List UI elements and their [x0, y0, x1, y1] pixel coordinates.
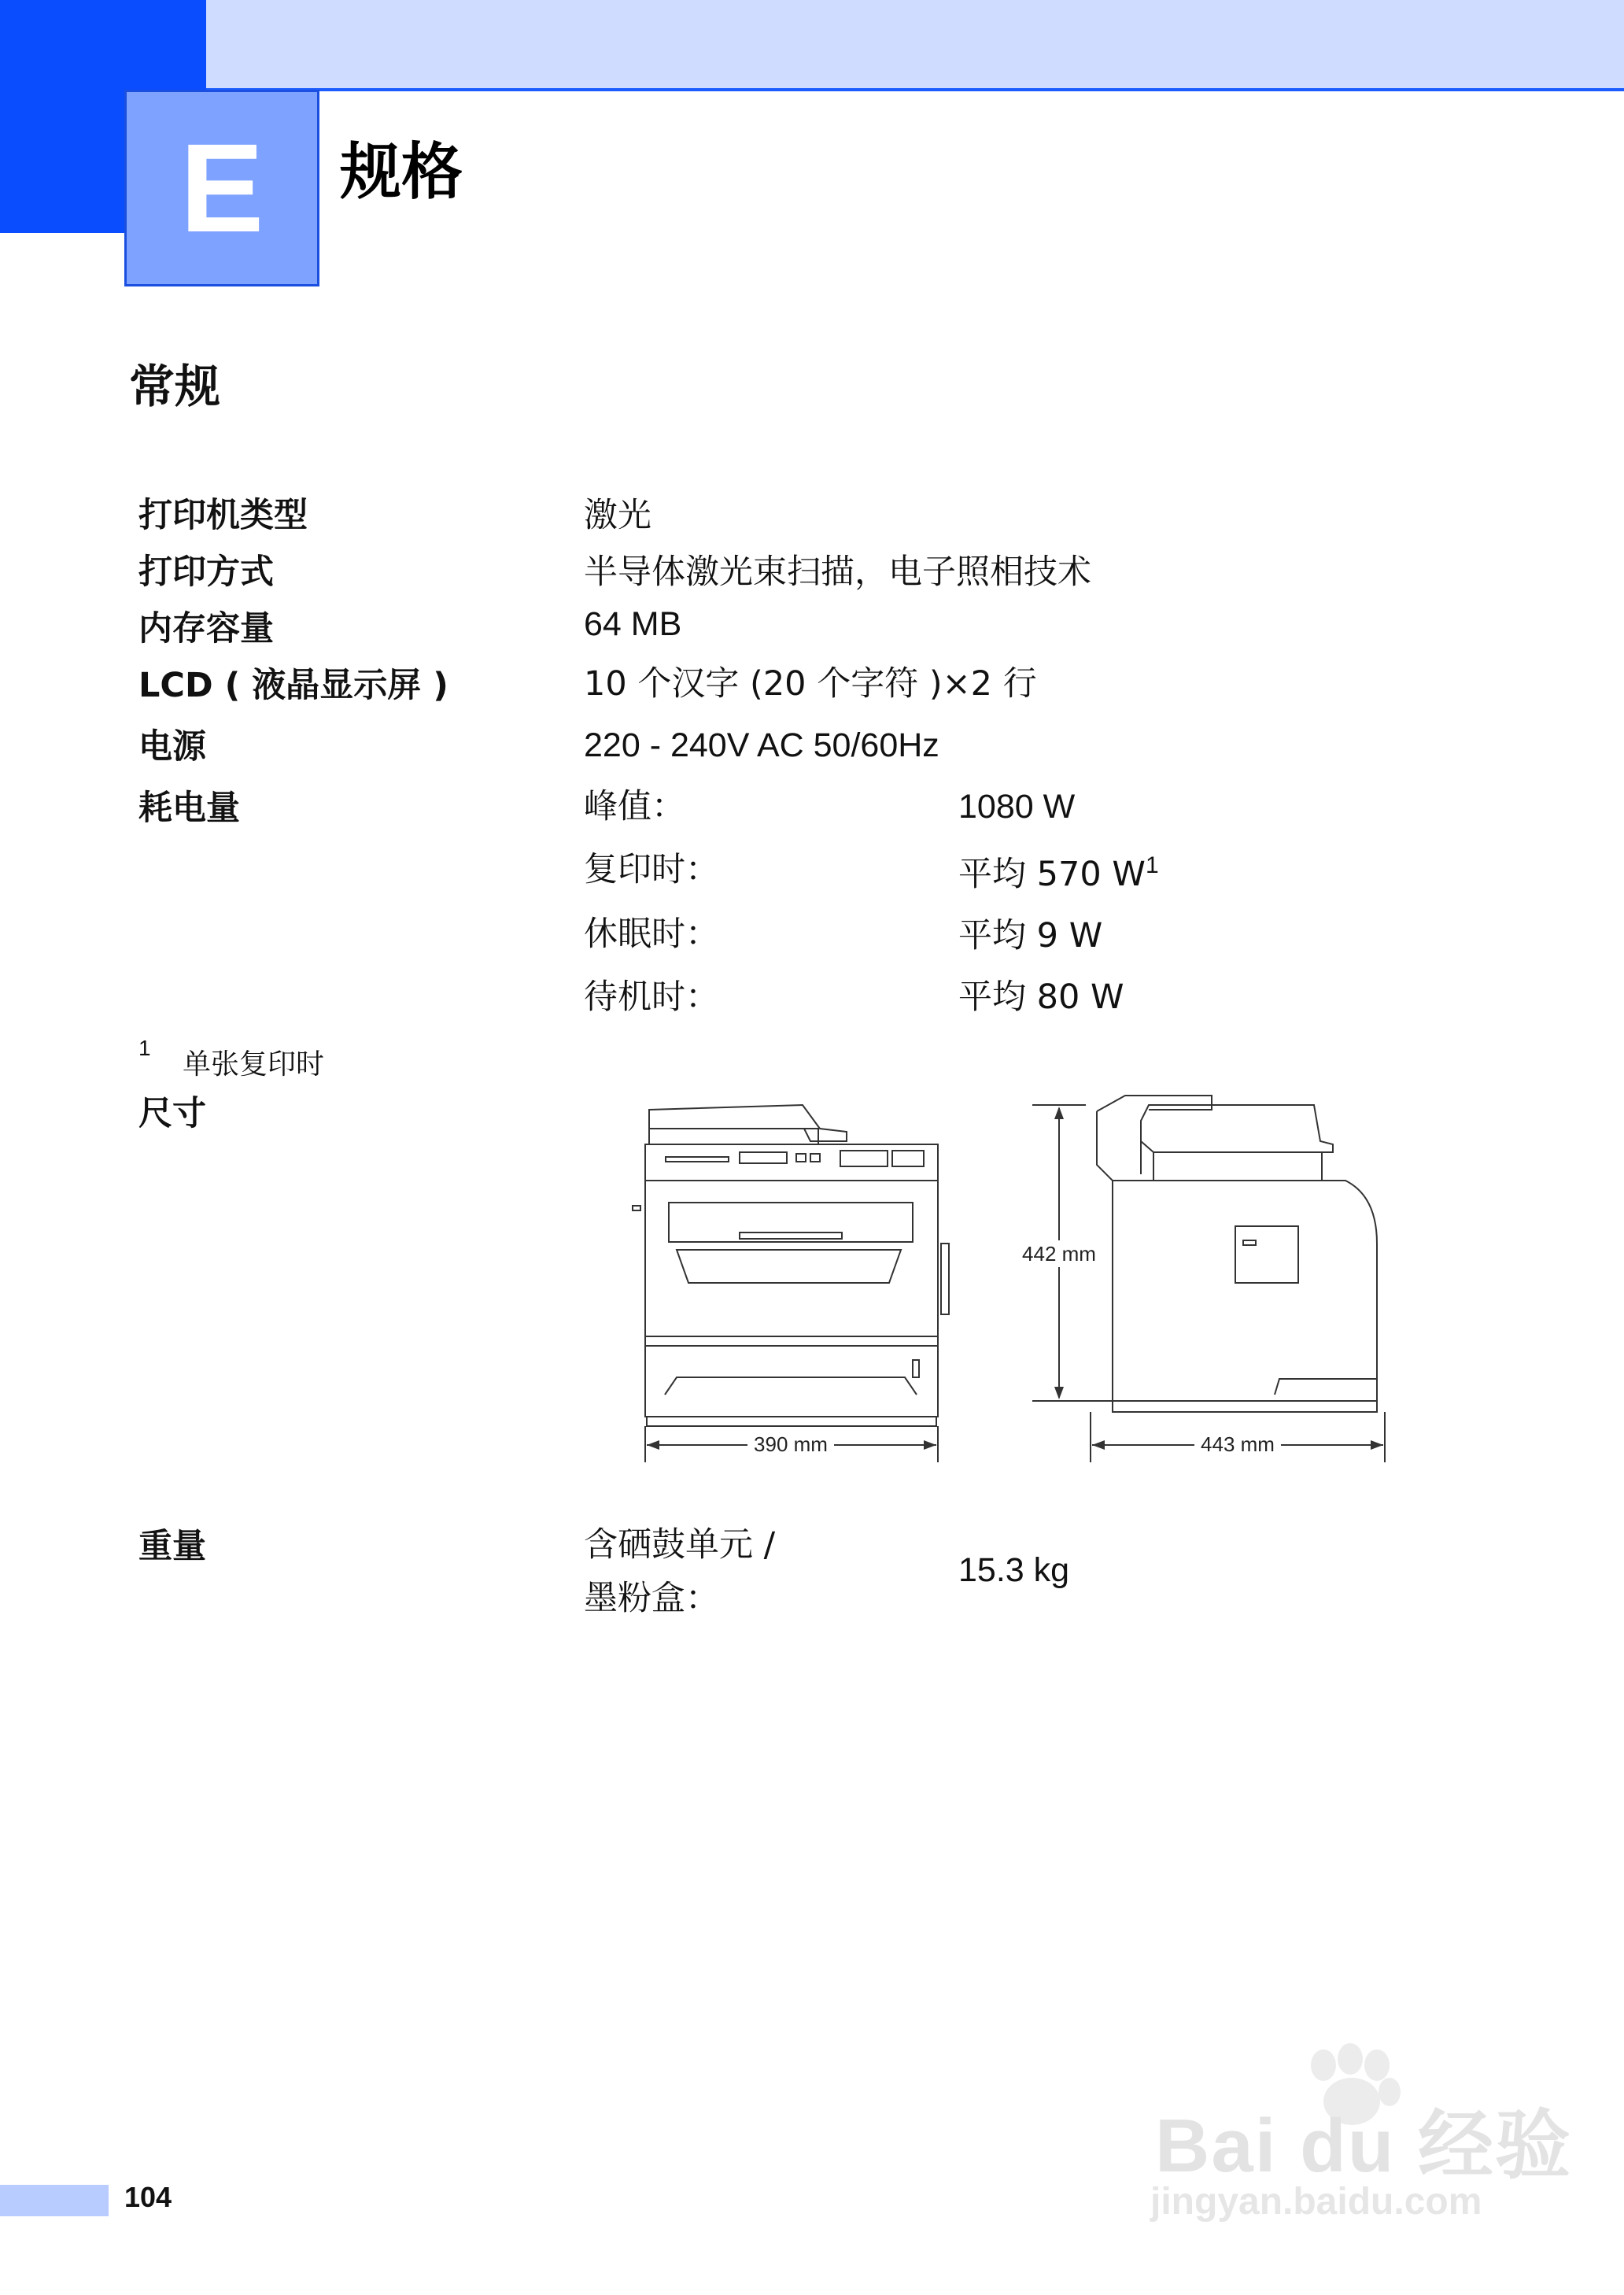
chapter-letter: E [179, 117, 264, 258]
power-copy-footnote-mark: 1 [1145, 852, 1159, 878]
power-standby-name: 待机时： [584, 978, 719, 1017]
front-view-output-tray [669, 1203, 913, 1242]
front-view-paper-tray [665, 1377, 917, 1395]
memory-value: 64 MB [584, 605, 682, 643]
power-copy-name: 复印时： [584, 850, 719, 889]
printer-type-label: 打印机类型 [138, 496, 308, 535]
section-title: 常规 [129, 360, 221, 413]
power-standby-value: 平均 80 W [958, 978, 1124, 1017]
front-view-top [649, 1129, 818, 1144]
side-view-scanner [1141, 1105, 1333, 1152]
side-view-panel [1235, 1226, 1298, 1283]
lcd-label: LCD ( 液晶显示屏 ) [138, 666, 448, 705]
power-sleep-value: 平均 9 W [958, 916, 1103, 955]
power-peak-value: 1080 W [958, 788, 1076, 826]
power-consumption-label: 耗电量 [138, 789, 240, 828]
header-band [0, 0, 1624, 90]
dimensions-label: 尺寸 [138, 1094, 206, 1133]
power-copy-value: 平均 570 W [958, 855, 1146, 894]
width-dimension-label: 390 mm [754, 1432, 828, 1456]
weight-name-line2: 墨粉盒： [584, 1579, 719, 1618]
side-view-body [1113, 1181, 1377, 1401]
power-sleep-name: 休眠时： [584, 915, 719, 954]
printer-type-value: 激光 [584, 496, 651, 535]
watermark-url: jingyan.baidu.com [1150, 2181, 1482, 2223]
page-number: 104 [124, 2181, 172, 2213]
front-view-front-cover [677, 1250, 901, 1283]
memory-label: 内存容量 [138, 609, 274, 649]
footnote-text: 单张复印时 [183, 1048, 325, 1081]
power-source-value: 220 - 240V AC 50/60Hz [584, 726, 939, 764]
footnote-mark: 1 [138, 1036, 151, 1060]
height-dimension-label: 442 mm [1022, 1242, 1096, 1266]
front-view-body [645, 1181, 938, 1417]
print-method-value: 半导体激光束扫描，电子照相技术 [584, 552, 1091, 592]
power-source-label: 电源 [138, 727, 206, 767]
lcd-value: 10 个汉字 (20 个字符 )×2 行 [584, 664, 1037, 704]
power-peak-name: 峰值： [584, 787, 685, 826]
weight-name-line1: 含硒鼓单元 / [584, 1525, 776, 1565]
depth-dimension-label: 443 mm [1201, 1432, 1275, 1456]
weight-value: 15.3 kg [958, 1551, 1070, 1589]
weight-label: 重量 [138, 1527, 206, 1566]
print-method-label: 打印方式 [138, 552, 274, 592]
chapter-title: 规格 [340, 137, 463, 208]
dimensions-drawing [622, 1086, 1408, 1464]
power-copy-value-wrap [958, 852, 1159, 894]
watermark-brand: Bai du 经验 [1155, 2104, 1573, 2188]
page-number-tab [0, 2185, 109, 2216]
front-view-scanner-lid [649, 1105, 847, 1141]
